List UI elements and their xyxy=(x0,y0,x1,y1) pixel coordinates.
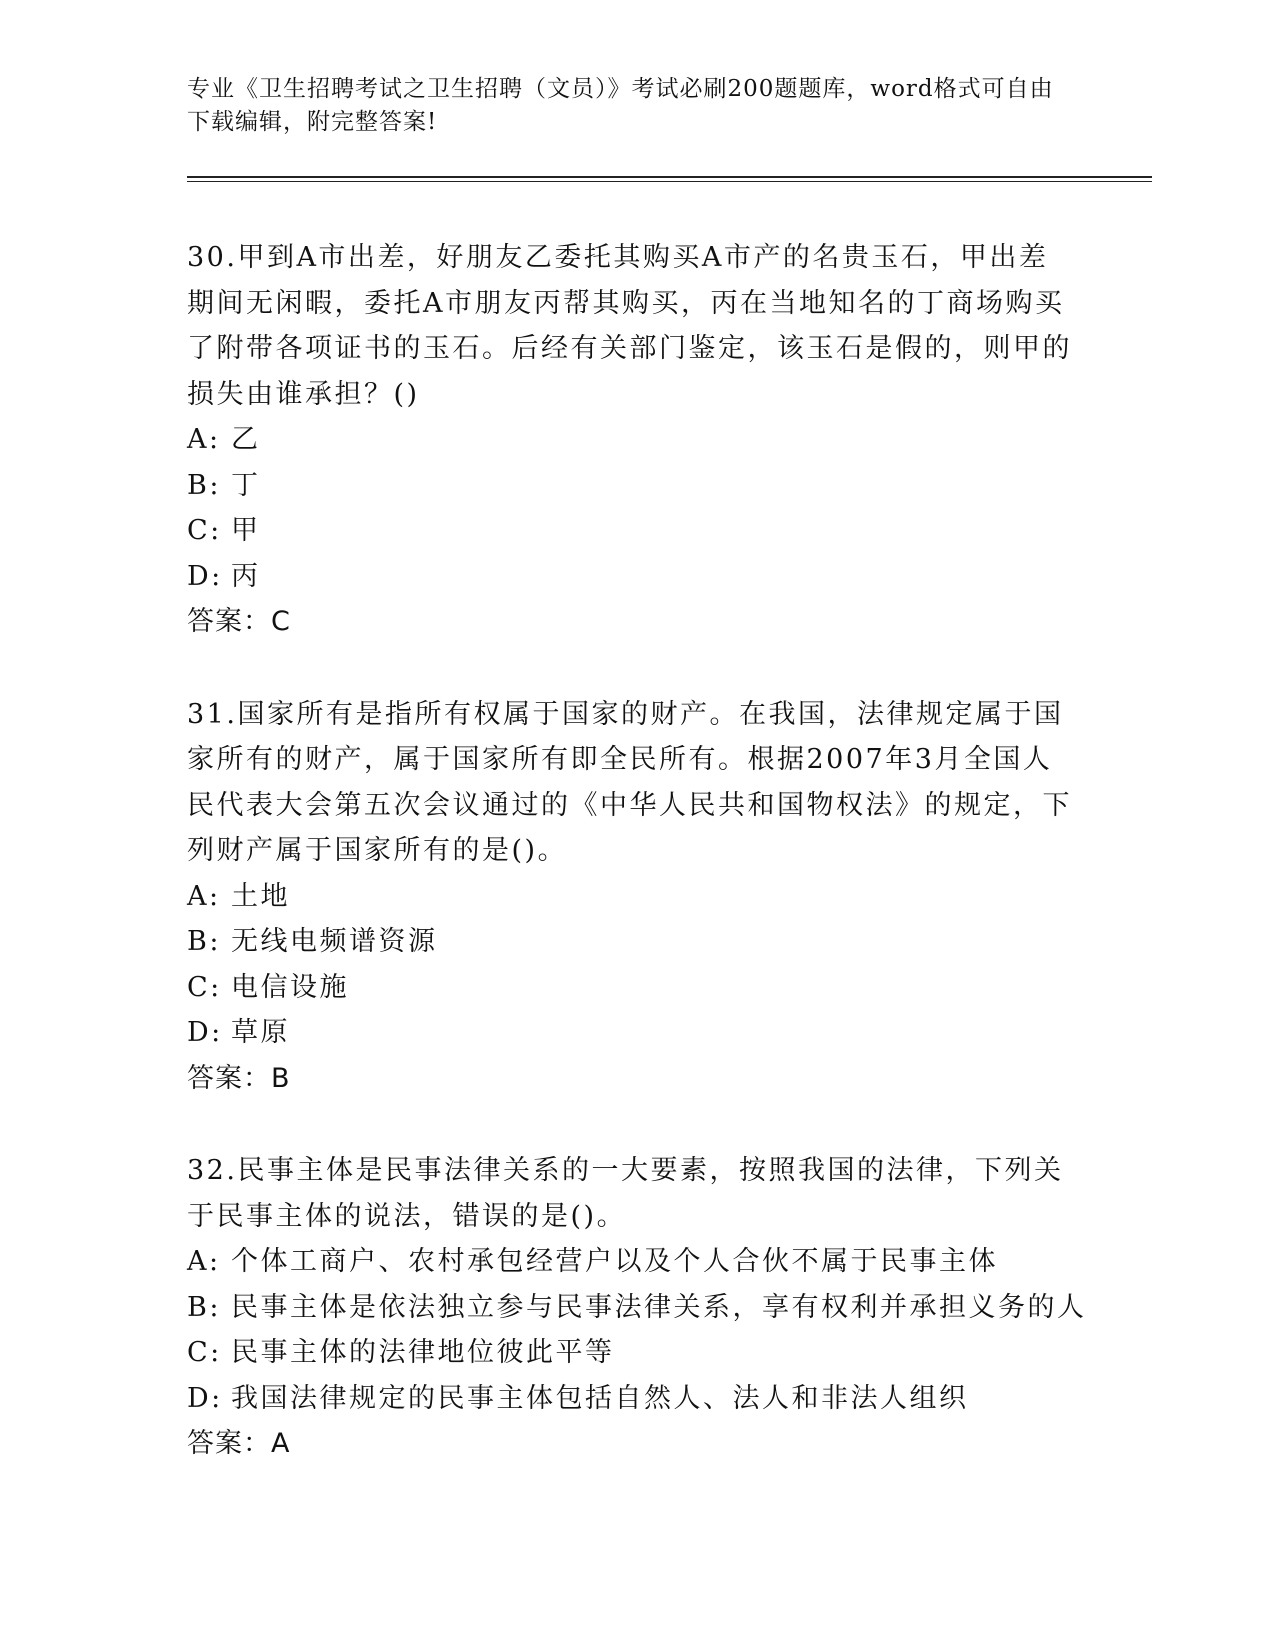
question-30 xyxy=(187,235,1077,645)
option-key: C: xyxy=(187,971,222,1003)
option-c xyxy=(187,508,1077,554)
option-key: D: xyxy=(187,1382,223,1414)
option-key: A: xyxy=(187,880,221,912)
option-a xyxy=(187,874,1077,920)
option-text: 无线电频谱资源 xyxy=(231,926,438,957)
question-stem: 31.国家所有是指所有权属于国家的财产。在我国，法律规定属于国家所有的财产，属于国家所有即全民所有。根据2007年3月全国人民代表大会第五次会议通过的《中华人民共和国物权法》的规定，下列财产属于国家所有的是()。 xyxy=(187,698,1072,866)
question-stem: 30.甲到A市出差，好朋友乙委托其购买A市产的名贵玉石，甲出差期间无闲暇，委托A市朋友丙帮其购买，丙在当地知名的丁商场购买了附带各项证书的玉石。后经有关部门鉴定，该玉石是假的，则甲的损失由谁承担？() xyxy=(187,242,1072,410)
option-text: 我国法律规定的民事主体包括自然人、法人和非法人组织 xyxy=(231,1382,969,1414)
option-text: 民事主体的法律地位彼此平等 xyxy=(231,1337,615,1368)
option-text: 草原 xyxy=(231,1017,290,1048)
option-d xyxy=(187,554,1077,600)
option-key: A: xyxy=(187,1246,221,1277)
option-key: B: xyxy=(187,926,221,957)
option-text: 土地 xyxy=(231,880,290,912)
option-key: B: xyxy=(187,1291,221,1323)
header-divider-thin xyxy=(187,181,1152,182)
question-32 xyxy=(187,1148,1087,1467)
answer-line: 答案：B xyxy=(187,1062,291,1094)
option-b xyxy=(187,1285,1087,1331)
question-list xyxy=(187,235,1087,1514)
option-text: 个体工商户、农村承包经营户以及个人合伙不属于民事主体 xyxy=(231,1246,998,1277)
answer-line: 答案：A xyxy=(187,1428,291,1459)
option-text: 甲 xyxy=(231,515,261,546)
option-text: 电信设施 xyxy=(231,971,349,1003)
question-stem: 32.民事主体是民事法律关系的一大要素，按照我国的法律，下列关于民事主体的说法，错误的是()。 xyxy=(187,1155,1064,1232)
option-a xyxy=(187,1239,1077,1285)
option-key: B: xyxy=(187,469,221,501)
answer-line: 答案：C xyxy=(187,606,291,637)
option-key: C: xyxy=(187,1337,222,1368)
option-key: A: xyxy=(187,424,221,455)
document-header: 专业《卫生招聘考试之卫生招聘（文员）》考试必刷200题题库，word格式可自由下载编辑，附完整答案! xyxy=(187,76,1054,135)
option-key: D: xyxy=(187,1017,223,1048)
option-c xyxy=(187,1330,1077,1376)
option-text: 乙 xyxy=(231,424,261,455)
question-31 xyxy=(187,692,1077,1102)
header-divider-thick xyxy=(187,176,1152,178)
option-d xyxy=(187,1010,1077,1056)
option-d xyxy=(187,1376,1077,1422)
option-b xyxy=(187,463,1077,509)
option-text: 丙 xyxy=(231,560,261,592)
option-c xyxy=(187,965,1077,1011)
option-key: D: xyxy=(187,560,223,592)
option-key: C: xyxy=(187,515,222,546)
option-text: 民事主体是依法独立参与民事法律关系，享有权利并承担义务的人 xyxy=(231,1291,1087,1323)
option-b xyxy=(187,919,1077,965)
option-text: 丁 xyxy=(231,469,261,501)
option-a xyxy=(187,417,1077,463)
